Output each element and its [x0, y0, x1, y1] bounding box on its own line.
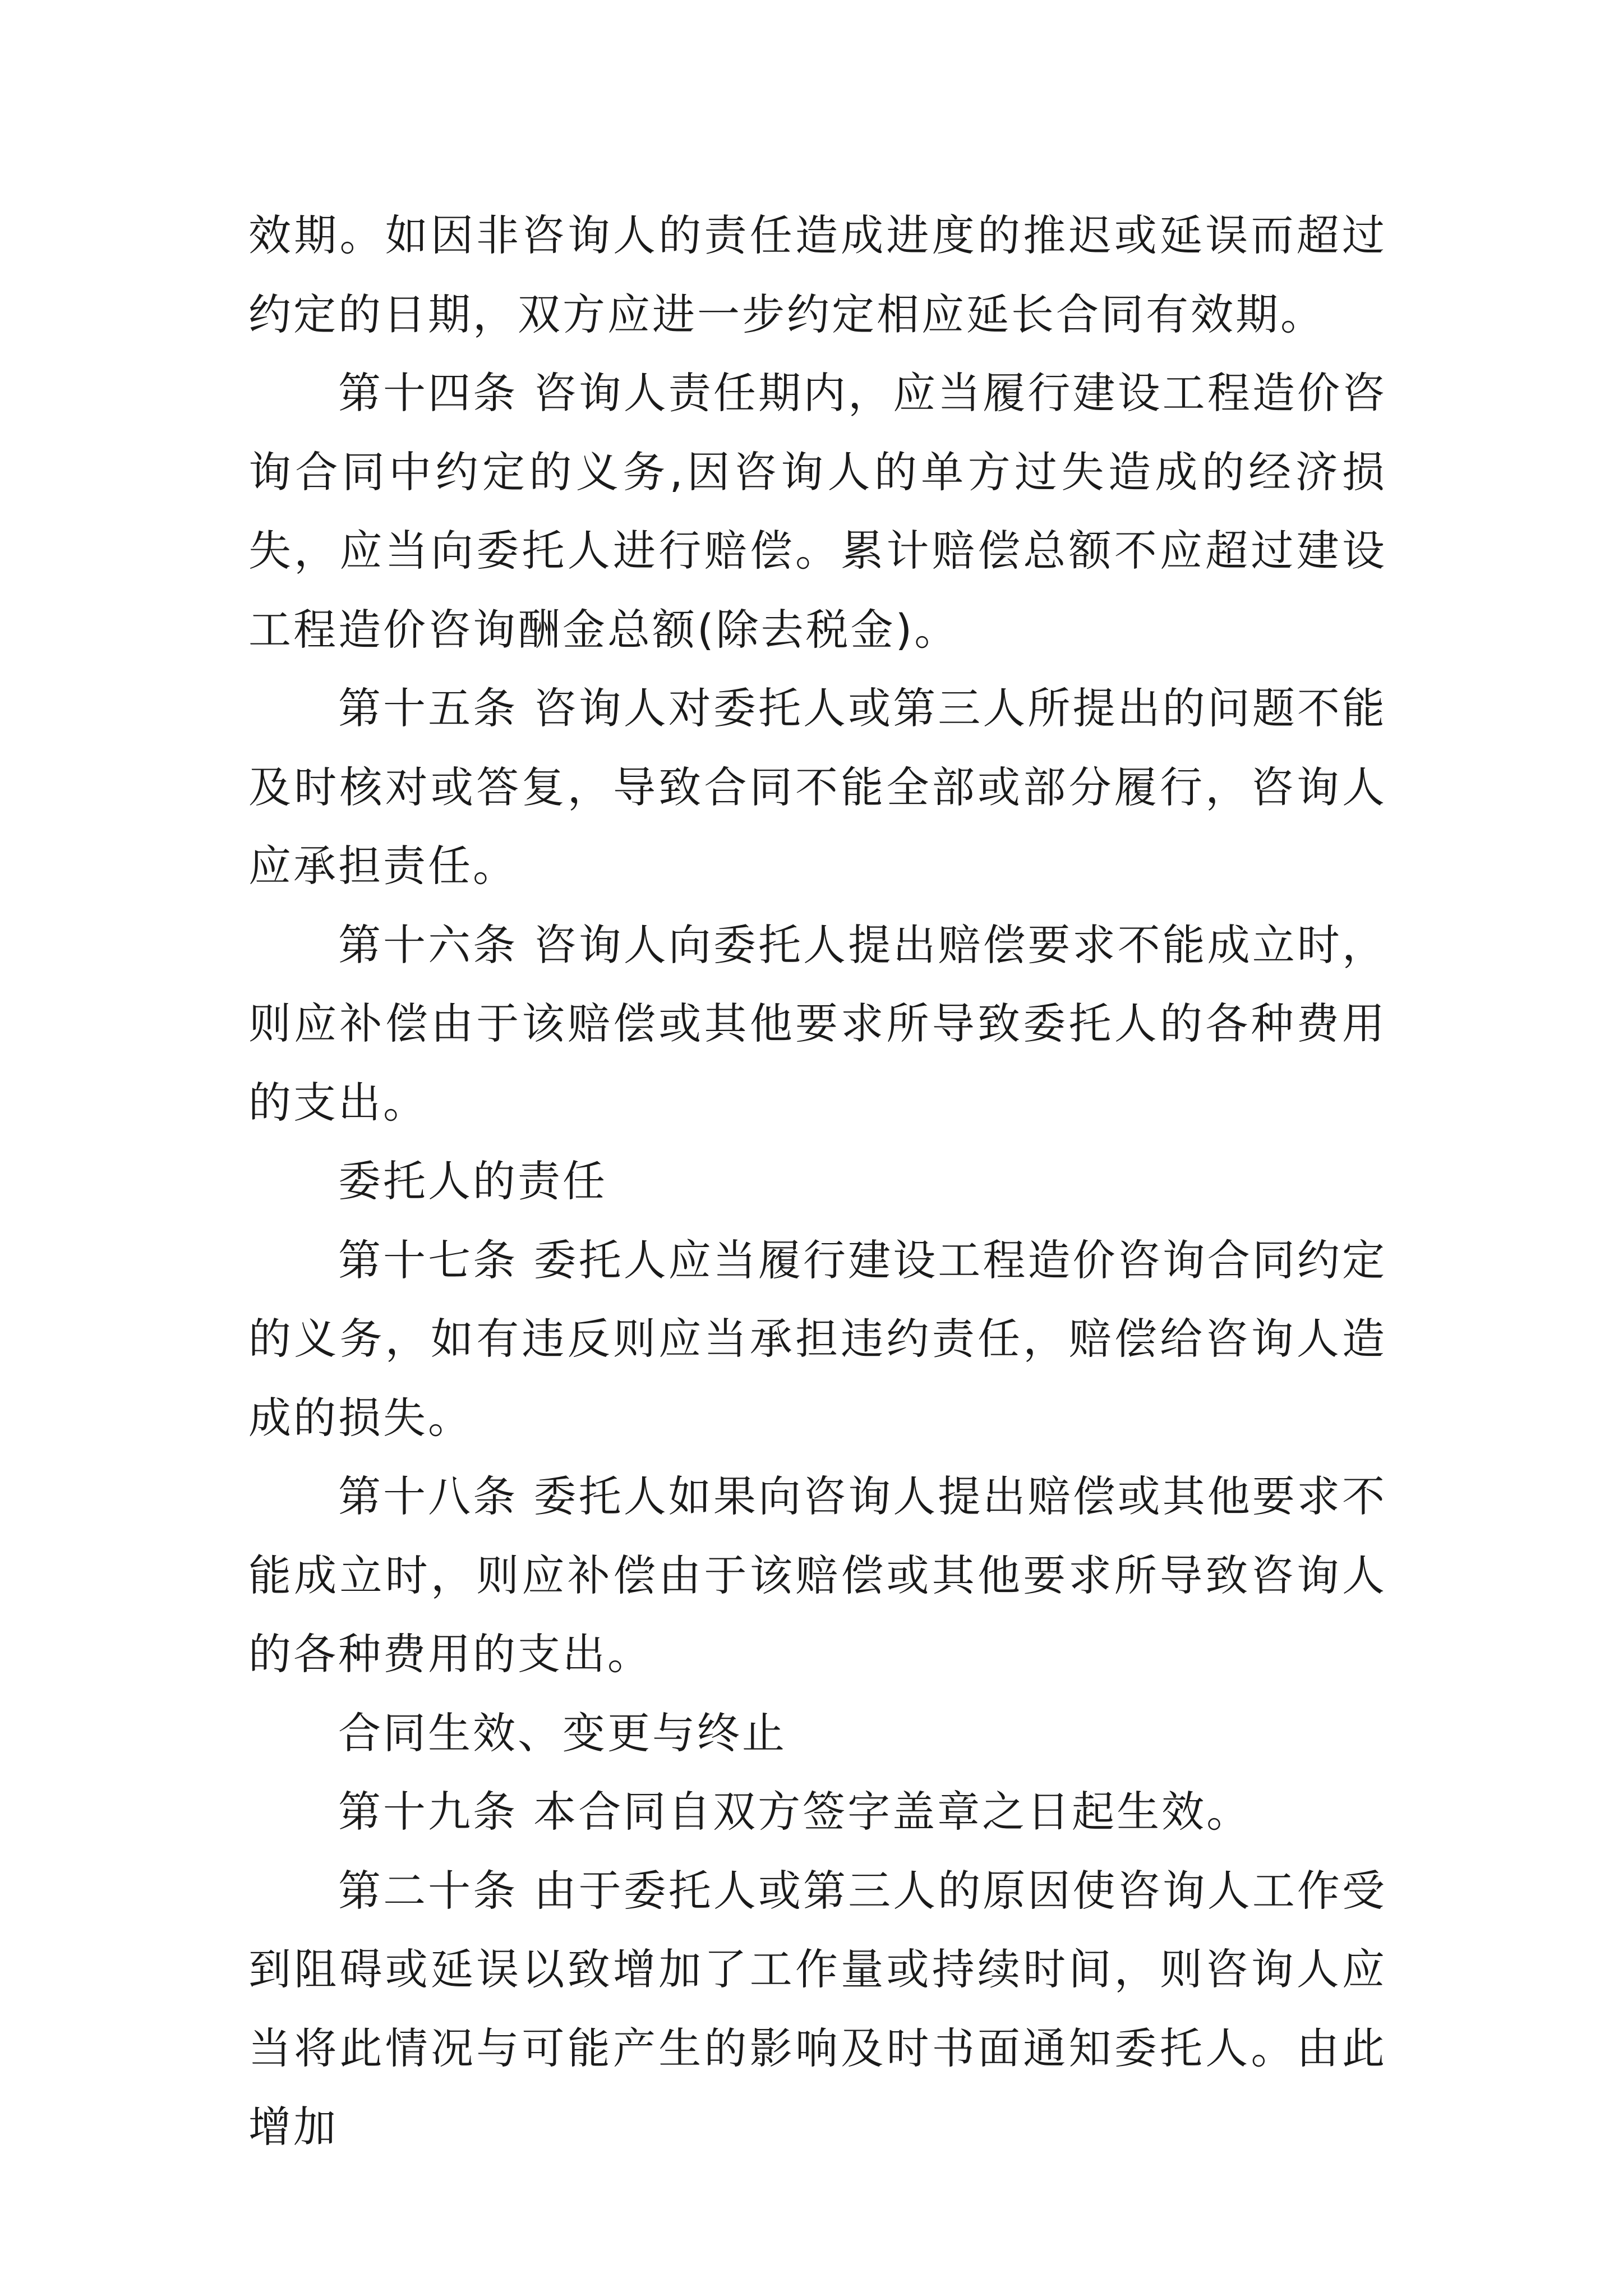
paragraph-article-15: 第十五条 咨询人对委托人或第三人所提出的问题不能及时核对或答复，导致合同不能全部或部分履行，咨询人应承担责任。: [248, 683, 1387, 891]
paragraph-article-16: 第十六条 咨询人向委托人提出赔偿要求不能成立时，则应补偿由于该赔偿或其他要求所导致委托人的各种费用的支出。: [248, 919, 1387, 1128]
paragraph-article-20: 第二十条 由于委托人或第三人的原因使咨询人工作受到阻碍或延误以致增加了工作量或持续时间，则咨询人应当将此情况与可能产生的影响及时书面通知委托人。由此增加: [248, 1865, 1387, 2152]
document-body: [248, 196, 1387, 2167]
section-heading-contract-effect: 合同生效、变更与终止: [338, 1708, 787, 1758]
paragraph-article-19: 第十九条 本合同自双方签字盖章之日起生效。: [338, 1787, 1252, 1837]
paragraph-article-14: 第十四条 咨询人责任期内，应当履行建设工程造价咨询合同中约定的义务,因咨询人的单方过失造成的经济损失，应当向委托人进行赔偿。累计赔偿总额不应超过建设工程造价咨询酬金总额(除去税金)。: [248, 368, 1387, 655]
section-heading-client-responsibility: 委托人的责任: [338, 1156, 607, 1206]
paragraph-article-17: 第十七条 委托人应当履行建设工程造价咨询合同约定的义务，如有违反则应当承担违约责任，赔偿给咨询人造成的损失。: [248, 1235, 1387, 1443]
paragraph-continuation: 效期。如因非咨询人的责任造成进度的推迟或延误而超过约定的日期，双方应进一步约定相应延长合同有效期。: [248, 210, 1387, 339]
paragraph-article-18: 第十八条 委托人如果向咨询人提出赔偿或其他要求不能成立时，则应补偿由于该赔偿或其他要求所导致咨询人的各种费用的支出。: [248, 1471, 1387, 1679]
